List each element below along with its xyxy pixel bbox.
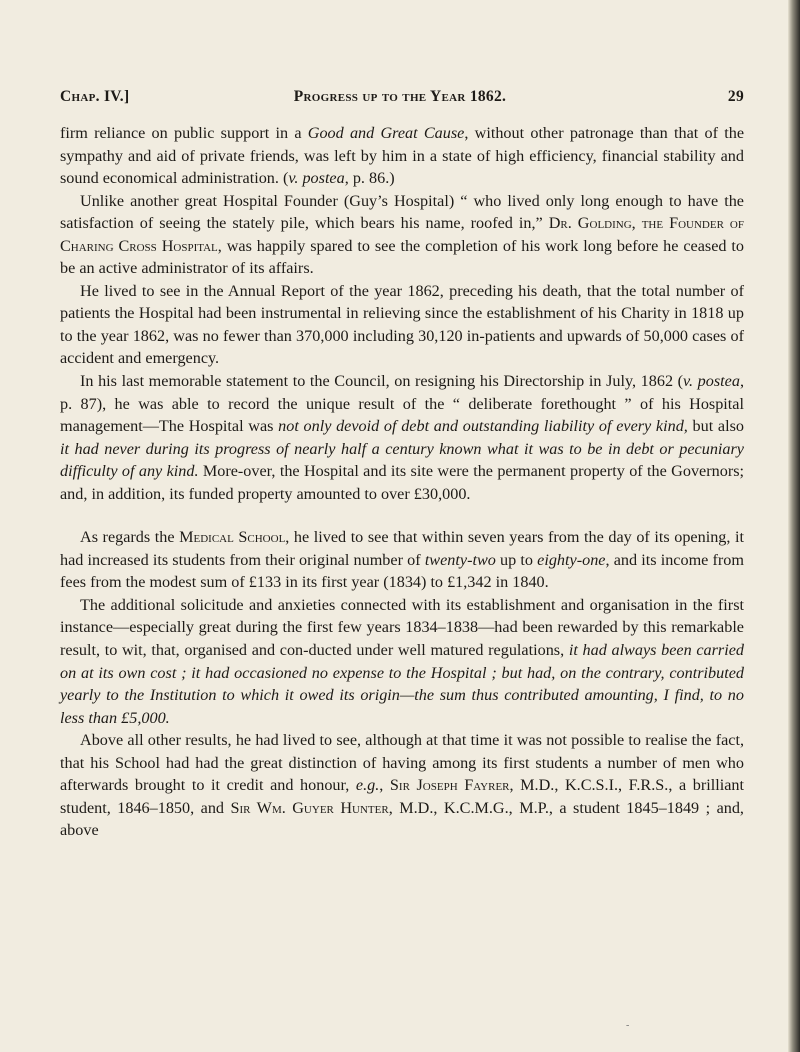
footer-mark: - xyxy=(626,1020,630,1031)
italic-run: e.g. xyxy=(355,776,380,795)
italic-run: not only devoid of debt and outstanding liability of every kind, xyxy=(278,417,688,436)
text-run: Unlike another great Hospital Founder (Guy’s Hospital) “ who lived only long enough to have the satisfaction of seeing the stately pile, which bears his name, roofed in,” xyxy=(60,191,744,233)
text-run: , he lived to see that within seven years from the day of its opening, it had increased its students from their original number of xyxy=(60,528,744,569)
running-header xyxy=(60,88,744,110)
text-run: , M.D., K.C.S.I., F.R.S., a brilliant student, 1846–1850, and xyxy=(60,776,744,817)
italic-run: Good and Great Cause xyxy=(307,124,465,142)
small-caps-run: Dr. Golding, the Founder of Charing Cross Hospital xyxy=(60,214,744,255)
paragraph xyxy=(60,370,744,505)
text-run: Above all other results, he had lived to see, although at that time it was not possible to realise the fact, that his School had had the great distinction of having among its first students a number of men who afterwards brought to it credit and honour, xyxy=(60,731,744,795)
text-run: , p. 87), he was able to record the unique result of the “ deliberate forethought ” of his Hospital management—The Hospital was xyxy=(60,372,744,436)
italic-run: eighty-one xyxy=(537,550,606,569)
text-run: , was happily spared to see the completion of his work long before he ceased to be an active administrator of its affairs. xyxy=(60,236,744,278)
text-run: but also xyxy=(687,417,744,436)
text-run: In his last memorable statement to the Council, on resigning his Directorship in July, 1862 ( xyxy=(80,372,684,391)
italic-run: v. postea xyxy=(288,169,345,188)
text-run: , M.D., K.C.M.G., M.P., a student 1845–1849 ; and, above xyxy=(60,798,744,840)
page-number: 29 xyxy=(727,88,744,105)
text-run: , and its income from fees from the modest sum of £133 in its first year (1834) to £1,342 in 1840. xyxy=(60,550,744,592)
small-caps-run: Medical School xyxy=(179,528,286,547)
small-caps-run: Sir Joseph Fayrer xyxy=(389,776,510,795)
paragraph xyxy=(60,526,744,594)
small-caps-run: Sir Wm. Guyer Hunter xyxy=(230,798,389,817)
paragraph xyxy=(60,280,744,370)
text-run: , p. 86.) xyxy=(344,169,395,188)
text-run: More-over, the Hospital and its site were the permanent property of the Governors; and, in addition, its funded property amounted to over £30,000. xyxy=(60,462,745,503)
text-run: up to xyxy=(495,550,538,569)
text-run: He lived to see in the Annual Report of the year 1862, preceding his death, that the total number of patients the Hospital had been instrumental in relieving since the establishment of his Charity in 1818 up to the year 1862, was no fewer than 370,000 including 30,120 in-patients and upwards of 50,000 cases of accident and emergency. xyxy=(60,281,744,368)
italic-run: it had always been carried on at its own cost ; it had occasioned no expense to the Hospital ; but had, on the contrary, contributed yearly to the Institution to which it owed its origin—the sum thus contributed amounting, I find, to no less than £5,000. xyxy=(60,641,745,727)
text-run: firm reliance on public support in a xyxy=(60,124,308,142)
text-run: , xyxy=(379,776,390,795)
text-run: , without other patronage than that of the sympathy and aid of private friends, was left by him in a state of high efficiency, financial stability and sound economical administration. ( xyxy=(60,124,745,188)
chapter-label: Chap. IV.] xyxy=(60,88,130,105)
text-run: The additional solicitude and anxieties connected with its establishment and organisation in the first instance—especially great during the first few years 1834–1838—had been rewarded by this remarkable result, to wit, that, organised and con-ducted under well matured regulations, xyxy=(60,595,744,660)
body-text xyxy=(60,122,744,842)
italic-run: it had never during its progress of nearly half a century known what it was to be in debt or pecuniary difficulty of any kind. xyxy=(60,439,744,481)
italic-run: twenty-two xyxy=(424,550,496,569)
page-edge-shadow xyxy=(788,0,800,1052)
paragraph xyxy=(60,729,744,842)
text-run: As regards the xyxy=(80,528,180,547)
running-title: Progress up to the Year 1862. xyxy=(293,88,507,105)
paragraph xyxy=(60,594,744,729)
paragraph xyxy=(60,190,744,280)
italic-run: v. postea xyxy=(683,372,740,391)
paragraph xyxy=(60,122,744,190)
